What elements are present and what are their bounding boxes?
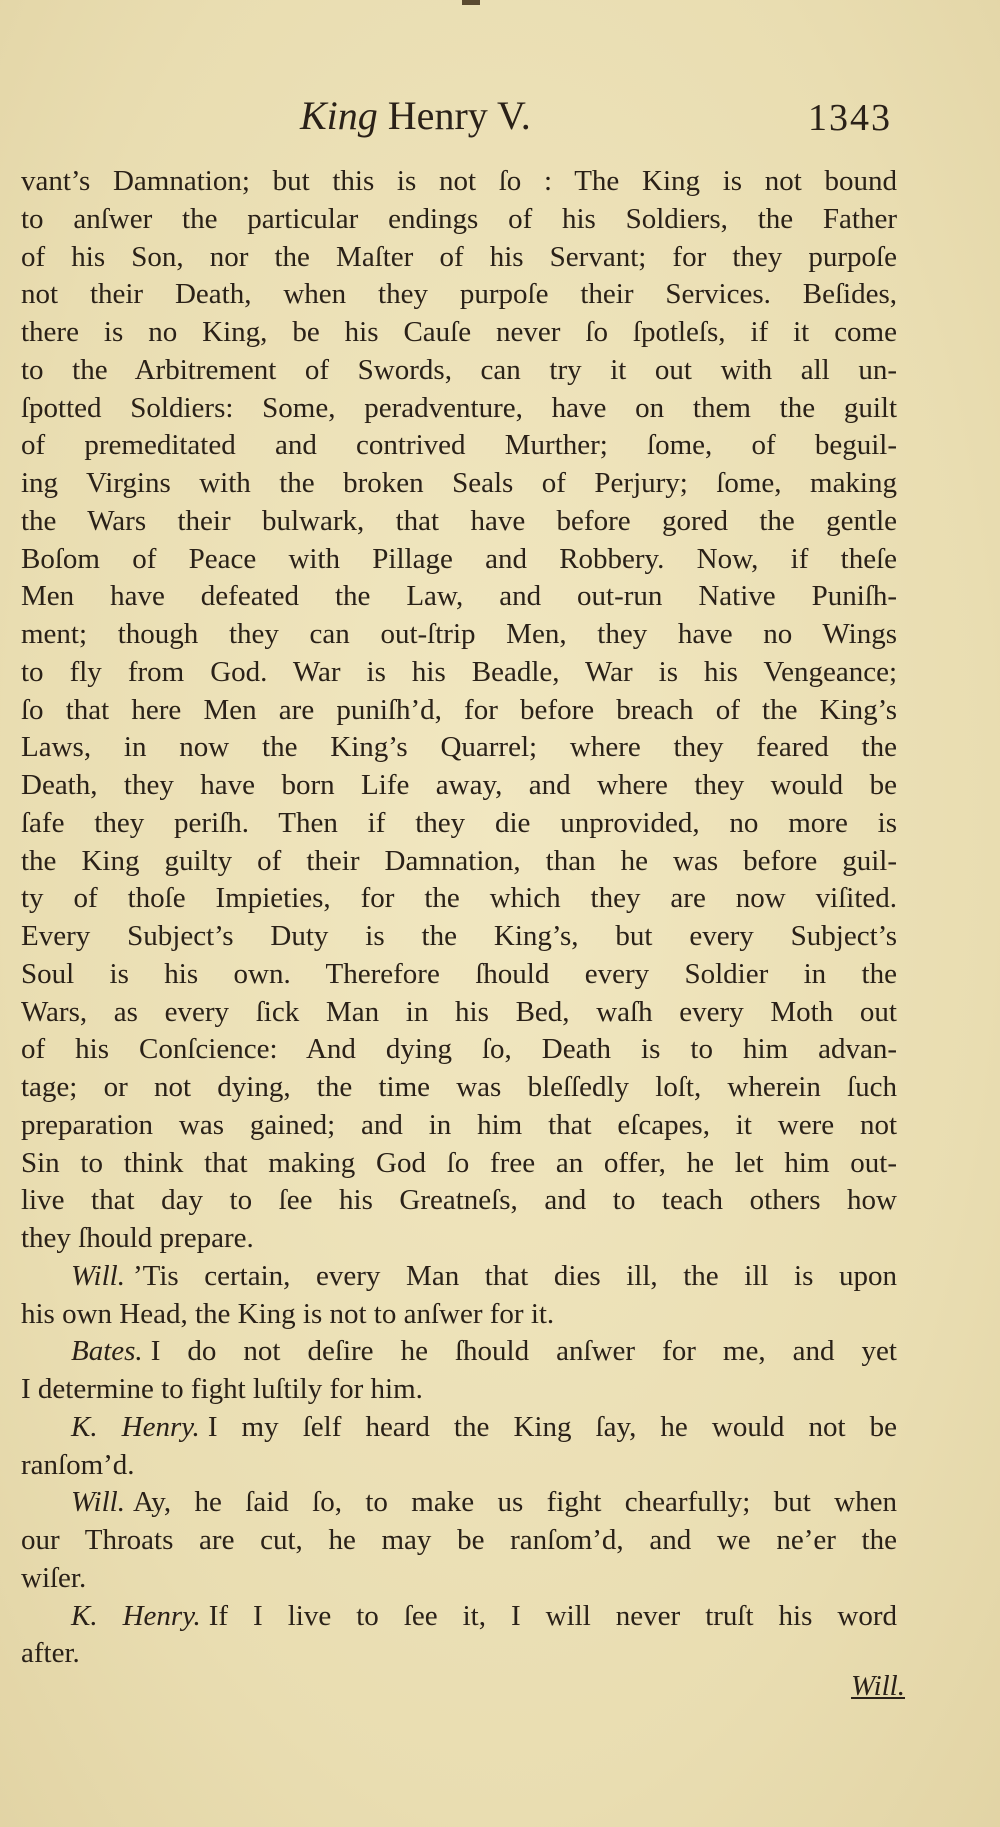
- text-line: ment; though they can out-ſtrip Men, they have no Wings: [21, 618, 897, 650]
- text-line: of his Conſcience: And dying ſo, Death is to him advan-: [21, 1033, 897, 1066]
- text-line: they ſhould prepare.: [21, 1222, 254, 1254]
- text-line: ſpotted Soldiers: Some, peradventure, have on them the guilt: [21, 391, 897, 424]
- text-line: [21, 1333, 897, 1371]
- text-line: there is no King, be his Cauſe never ſo ſpotleſs, if it come: [21, 316, 897, 348]
- text-line: ſo that here Men are puniſh’d, for before breach of the King’s: [21, 693, 897, 726]
- text-line: ing Virgins with the broken Seals of Perjury; ſome, making: [21, 467, 897, 499]
- text-line: Wars, as every ſick Man in his Bed, waſh every Moth out: [21, 995, 897, 1028]
- text-line: wiſer.: [21, 1561, 87, 1594]
- text-line: live that day to ſee his Greatneſs, and to teach others how: [21, 1184, 897, 1217]
- text-line: Sin to think that making God ſo free an offer, he let him out-: [21, 1146, 897, 1179]
- text-line: not their Death, when they purpoſe their Services. Beſides,: [21, 278, 897, 311]
- text-line: ranſom’d.: [21, 1448, 135, 1481]
- body-text: [21, 163, 897, 1673]
- speech-text: I do not deſire he ſhould anſwer for me, and yet: [150, 1335, 897, 1368]
- page-title: [300, 92, 531, 139]
- text-line: of his Son, nor the Maſter of his Servant; for they purpoſe: [21, 240, 897, 273]
- text-line: to the Arbitrement of Swords, can try it out with all un-: [21, 353, 897, 386]
- speaker-name: Bates.: [71, 1335, 143, 1368]
- speech-text: I my ſelf heard the King ſay, he would not be: [207, 1410, 897, 1443]
- speech-text: If I live to ſee it, I will never truſt his word: [208, 1599, 898, 1632]
- text-line: the Wars their bulwark, that have before gored the gentle: [21, 504, 897, 537]
- ink-mark: [462, 0, 480, 5]
- text-line: [21, 1409, 897, 1447]
- speaker-name: Will.: [71, 1259, 125, 1292]
- text-line: our Throats are cut, he may be ranſom’d, and we ne’er the: [21, 1524, 897, 1556]
- text-line: Soul is his own. Therefore ſhould every Soldier in the: [21, 957, 897, 990]
- title-italic: King: [300, 93, 378, 138]
- text-line: ſafe they periſh. Then if they die unprovided, no more is: [21, 806, 897, 839]
- text-line: vant’s Damnation; but this is not ſo : The King is not bound: [21, 165, 897, 197]
- text-line: to fly from God. War is his Beadle, War is his Vengeance;: [21, 655, 897, 688]
- text-line: ty of thoſe Impieties, for the which they are now viſited.: [21, 882, 897, 915]
- text-line: the King guilty of their Damnation, than he was before guil-: [21, 844, 897, 877]
- text-line: [21, 1598, 897, 1636]
- speech-text: ’Tis certain, every Man that dies ill, the ill is upon: [132, 1259, 897, 1292]
- text-line: I determine to fight luſtily for him.: [21, 1373, 423, 1405]
- text-line: [21, 1258, 897, 1296]
- text-line: Every Subject’s Duty is the King’s, but every Subject’s: [21, 920, 897, 952]
- text-line: Boſom of Peace with Pillage and Robbery. Now, if theſe: [21, 542, 897, 575]
- text-line: his own Head, the King is not to anſwer for it.: [21, 1297, 555, 1330]
- running-head: [0, 92, 1000, 142]
- speaker-name: Will.: [71, 1486, 125, 1519]
- title-roman: Henry V.: [387, 93, 531, 138]
- text-line: Men have defeated the Law, and out-run Native Puniſh-: [21, 580, 897, 613]
- page-number: 1343: [808, 97, 892, 139]
- speaker-name: K. Henry.: [71, 1599, 201, 1632]
- speech-text: Ay, he ſaid ſo, to make us fight chearfully; but when: [132, 1486, 897, 1519]
- catchword: Will.: [851, 1670, 905, 1702]
- text-line: Laws, in now the King’s Quarrel; where they feared the: [21, 731, 897, 764]
- text-line: [21, 1484, 897, 1522]
- speaker-name: K. Henry.: [71, 1410, 200, 1443]
- text-line: to anſwer the particular endings of his Soldiers, the Father: [21, 202, 897, 235]
- text-line: of premeditated and contrived Murther; ſome, of beguil-: [21, 429, 897, 462]
- text-line: after.: [21, 1637, 80, 1670]
- text-line: preparation was gained; and in him that eſcapes, it were not: [21, 1108, 897, 1141]
- text-line: Death, they have born Life away, and where they would be: [21, 769, 897, 801]
- text-line: tage; or not dying, the time was bleſſedly loſt, wherein ſuch: [21, 1071, 897, 1103]
